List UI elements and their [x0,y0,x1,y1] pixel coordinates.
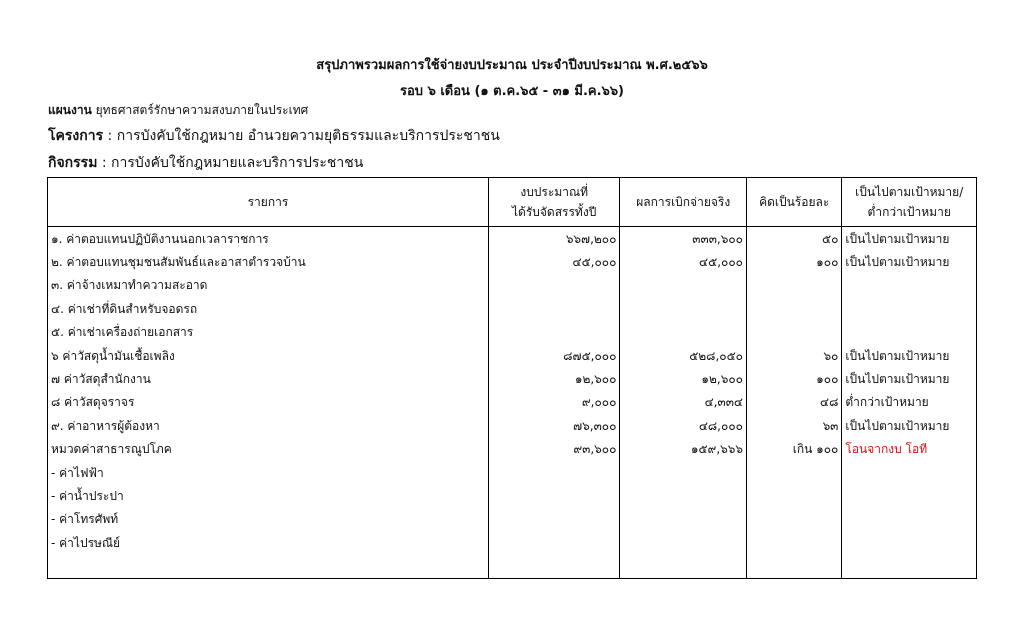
project-value: : การบังคับใช้กฎหมาย อำนวยความยุติธรรมและบริการประชาชน [103,128,500,144]
table-row [48,321,977,344]
report-period: รอบ ๖ เดือน (๑ ต.ค.๖๕ - ๓๑ มี.ค.๖๖) [400,84,624,99]
cell-item: ๓. ค่าจ้างเหมาทำความสะอาด [48,274,489,297]
cell-percent [746,484,841,507]
cell-actual [620,461,747,484]
cell-budget [488,297,620,320]
table-row [48,414,977,437]
cell-item: ๖ ค่าวัสดุน้ำมันเชื้อเพลิง [48,344,489,367]
cell-percent: ๔๘ [746,391,841,414]
cell-actual: ๕๒๘,๐๕๐ [620,344,747,367]
table-row [48,461,977,484]
header-budget-line1: งบประมาณที่ [520,185,589,199]
table-row [48,250,977,273]
table-row [48,274,977,297]
table-row [48,508,977,531]
cell-percent: ๑๐๐ [746,250,841,273]
cell-budget: ๗๖,๓๐๐ [488,414,620,437]
report-title: สรุปภาพรวมผลการใช้จ่ายงบประมาณ ประจำปีงบประมาณ พ.ศ.๒๕๖๖ [316,58,708,73]
project-label: โครงการ [48,128,104,144]
cell-status: เป็นไปตามเป้าหมาย [842,414,977,437]
cell-percent [746,531,841,554]
table-row [48,367,977,390]
cell-status: เป็นไปตามเป้าหมาย [842,227,977,251]
header-budget-line2: ได้รับจัดสรรทั้งปี [512,205,597,219]
cell-percent [746,297,841,320]
cell-budget [488,274,620,297]
cell-item: ๑. ค่าตอบแทนปฏิบัติงานนอกเวลาราชการ [48,227,489,251]
cell-percent [746,508,841,531]
cell-item: - ค่าน้ำประปา [48,484,489,507]
cell-status: เป็นไปตามเป้าหมาย [842,250,977,273]
table-blank-row [48,554,977,579]
table-row [48,484,977,507]
table-row [48,391,977,414]
cell-percent [746,461,841,484]
cell-percent: ๑๐๐ [746,367,841,390]
cell-budget [488,461,620,484]
cell-budget [488,508,620,531]
header-status-line2: ต่ำกว่าเป้าหมาย [867,205,951,219]
cell-budget: ๑๒,๖๐๐ [488,367,620,390]
plan-value: ยุทธศาสตร์รักษาความสงบภายในประเทศ [95,103,309,117]
cell-actual [620,321,747,344]
table-header-row [48,178,977,227]
table-row [48,438,977,461]
cell-budget: ๙๓,๖๐๐ [488,438,620,461]
cell-item: - ค่าไฟฟ้า [48,461,489,484]
cell-item: - ค่าโทรศัพท์ [48,508,489,531]
cell-item: - ค่าไปรษณีย์ [48,531,489,554]
cell-percent: ๖๓ [746,414,841,437]
cell-actual: ๑๒,๖๐๐ [620,367,747,390]
cell-item: หมวดค่าสาธารณูปโภค [48,438,489,461]
header-actual: ผลการเบิกจ่ายจริง [620,178,747,227]
cell-status [842,531,977,554]
cell-item: ๙. ค่าอาหารผู้ต้องหา [48,414,489,437]
cell-status: เป็นไปตามเป้าหมาย [842,344,977,367]
header-budget [488,178,620,227]
cell-budget [488,531,620,554]
project-line [48,126,500,146]
cell-status [842,461,977,484]
cell-percent [746,274,841,297]
activity-label: กิจกรรม [48,155,98,171]
plan-line [48,102,308,118]
cell-status [842,508,977,531]
cell-budget [488,321,620,344]
cell-status [842,321,977,344]
table-row [48,531,977,554]
budget-table [47,177,977,579]
cell-percent: ๕๐ [746,227,841,251]
cell-budget: ๘๗๕,๐๐๐ [488,344,620,367]
table-row [48,297,977,320]
cell-status [842,274,977,297]
cell-actual: ๔๘,๐๐๐ [620,414,747,437]
cell-percent [746,321,841,344]
cell-status: ต่ำกว่าเป้าหมาย [842,391,977,414]
header-item: รายการ [48,178,489,227]
header-status-line1: เป็นไปตามเป้าหมาย/ [855,185,964,199]
cell-actual [620,274,747,297]
cell-actual: ๑๕๙,๖๖๖ [620,438,747,461]
table-body [48,227,977,579]
cell-actual [620,484,747,507]
activity-line [48,153,363,173]
header-status [842,178,977,227]
cell-budget: ๙,๐๐๐ [488,391,620,414]
cell-item: ๕. ค่าเช่าเครื่องถ่ายเอกสาร [48,321,489,344]
cell-budget [488,484,620,507]
blank-cell [620,554,747,579]
cell-item: ๔. ค่าเช่าที่ดินสำหรับจอดรถ [48,297,489,320]
blank-cell [48,554,489,579]
cell-budget: ๔๕,๐๐๐ [488,250,620,273]
cell-actual: ๔๕,๐๐๐ [620,250,747,273]
cell-item: ๒. ค่าตอบแทนชุมชนสัมพันธ์และอาสาตำรวจบ้าน [48,250,489,273]
cell-budget: ๖๖๗,๒๐๐ [488,227,620,251]
header-percent: คิดเป็นร้อยละ [746,178,841,227]
cell-status [842,297,977,320]
cell-actual [620,297,747,320]
cell-actual [620,531,747,554]
table-row [48,227,977,251]
cell-status [842,484,977,507]
table-row [48,344,977,367]
cell-status: เป็นไปตามเป้าหมาย [842,367,977,390]
cell-item: ๘ ค่าวัสดุจราจร [48,391,489,414]
blank-cell [842,554,977,579]
cell-actual: ๓๓๓,๖๐๐ [620,227,747,251]
cell-actual [620,508,747,531]
cell-status: โอนจากงบ โอที [842,438,977,461]
cell-percent: เกิน ๑๐๐ [746,438,841,461]
activity-value: : การบังคับใช้กฎหมายและบริการประชาชน [97,155,364,171]
blank-cell [488,554,620,579]
cell-item: ๗ ค่าวัสดุสำนักงาน [48,367,489,390]
cell-percent: ๖๐ [746,344,841,367]
plan-label: แผนงาน [48,103,92,117]
blank-cell [746,554,841,579]
cell-actual: ๔,๓๓๔ [620,391,747,414]
